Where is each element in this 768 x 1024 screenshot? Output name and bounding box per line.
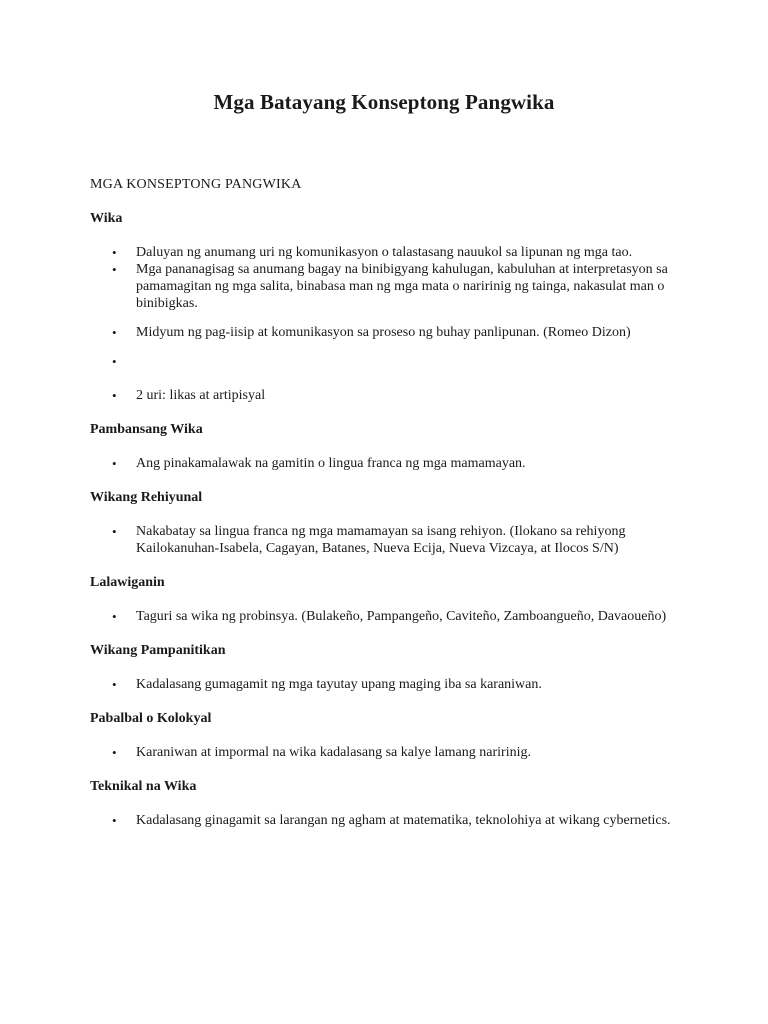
heading-teknikal-na-wika: Teknikal na Wika — [90, 779, 197, 794]
bullet-icon: • — [112, 609, 117, 624]
list-lalawiganin — [90, 608, 690, 625]
list-item — [90, 261, 690, 312]
list-item — [90, 387, 690, 404]
bullet-icon: • — [112, 813, 117, 828]
list-item-text: Daluyan ng anumang uri ng komunikasyon o talastasang nauukol sa lipunan ng mga tao. — [136, 245, 633, 260]
bullet-icon: • — [112, 524, 117, 539]
list-item-text: Karaniwan at impormal na wika kadalasang sa kalye lamang naririnig. — [136, 745, 531, 760]
list-item — [90, 523, 690, 557]
bullet-icon: • — [112, 677, 117, 692]
list-item — [90, 744, 690, 761]
heading-pabalbal-o-kolokyal: Pabalbal o Kolokyal — [90, 711, 212, 726]
list-item — [90, 455, 690, 472]
list-item-text: Mga pananagisag sa anumang bagay na binibigyang kahulugan, kabuluhan at interpretasyon sa pamamagitan ng mga salita, binabasa man ng mga mata o naririnig ng tainga, nakasulat man o binibigkas. — [136, 262, 668, 311]
list-item-empty — [90, 353, 690, 370]
bullet-icon: • — [112, 262, 117, 277]
heading-wikang-rehiyunal: Wikang Rehiyunal — [90, 490, 203, 505]
page-title: Mga Batayang Konseptong Pangwika — [213, 90, 555, 114]
bullet-icon: • — [112, 325, 117, 340]
list-wikang-rehiyunal — [90, 523, 690, 557]
list-item-text: Nakabatay sa lingua franca ng mga mamamayan sa isang rehiyon. (Ilokano sa rehiyong Kailokanuhan-Isabela, Cagayan, Batanes, Nueva Ecija, Nueva Vizcaya, at Ilocos S/N) — [136, 524, 626, 556]
list-item — [90, 324, 690, 341]
bullet-icon: • — [112, 354, 117, 369]
list-pambansang-wika — [90, 455, 690, 472]
section-heading: MGA KONSEPTONG PANGWIKA — [90, 177, 302, 192]
heading-lalawiganin: Lalawiganin — [90, 575, 165, 590]
list-wika — [90, 244, 690, 404]
list-item-text: 2 uri: likas at artipisyal — [136, 388, 266, 403]
list-pabalbal-o-kolokyal — [90, 744, 690, 761]
list-teknikal-na-wika — [90, 812, 690, 829]
list-item — [90, 812, 690, 829]
bullet-icon: • — [112, 745, 117, 760]
heading-wikang-pampanitikan: Wikang Pampanitikan — [90, 643, 226, 658]
list-item — [90, 676, 690, 693]
bullet-icon: • — [112, 245, 117, 260]
list-item — [90, 244, 690, 261]
list-item — [90, 608, 690, 625]
bullet-icon: • — [112, 388, 117, 403]
heading-pambansang-wika: Pambansang Wika — [90, 422, 203, 437]
list-item-text: Taguri sa wika ng probinsya. (Bulakeño, Pampangeño, Caviteño, Zamboangueño, Davaoueño) — [136, 609, 667, 624]
document-body — [90, 176, 690, 846]
list-item-text: Ang pinakamalawak na gamitin o lingua franca ng mga mamamayan. — [136, 456, 526, 471]
list-item-text: Kadalasang gumagamit ng mga tayutay upang maging iba sa karaniwan. — [136, 677, 542, 692]
heading-wika: Wika — [90, 211, 123, 226]
bullet-icon: • — [112, 456, 117, 471]
list-item-text: Midyum ng pag-iisip at komunikasyon sa proseso ng buhay panlipunan. (Romeo Dizon) — [136, 325, 631, 340]
list-wikang-pampanitikan — [90, 676, 690, 693]
list-item-text: Kadalasang ginagamit sa larangan ng agham at matematika, teknolohiya at wikang cybernetics. — [136, 813, 671, 828]
